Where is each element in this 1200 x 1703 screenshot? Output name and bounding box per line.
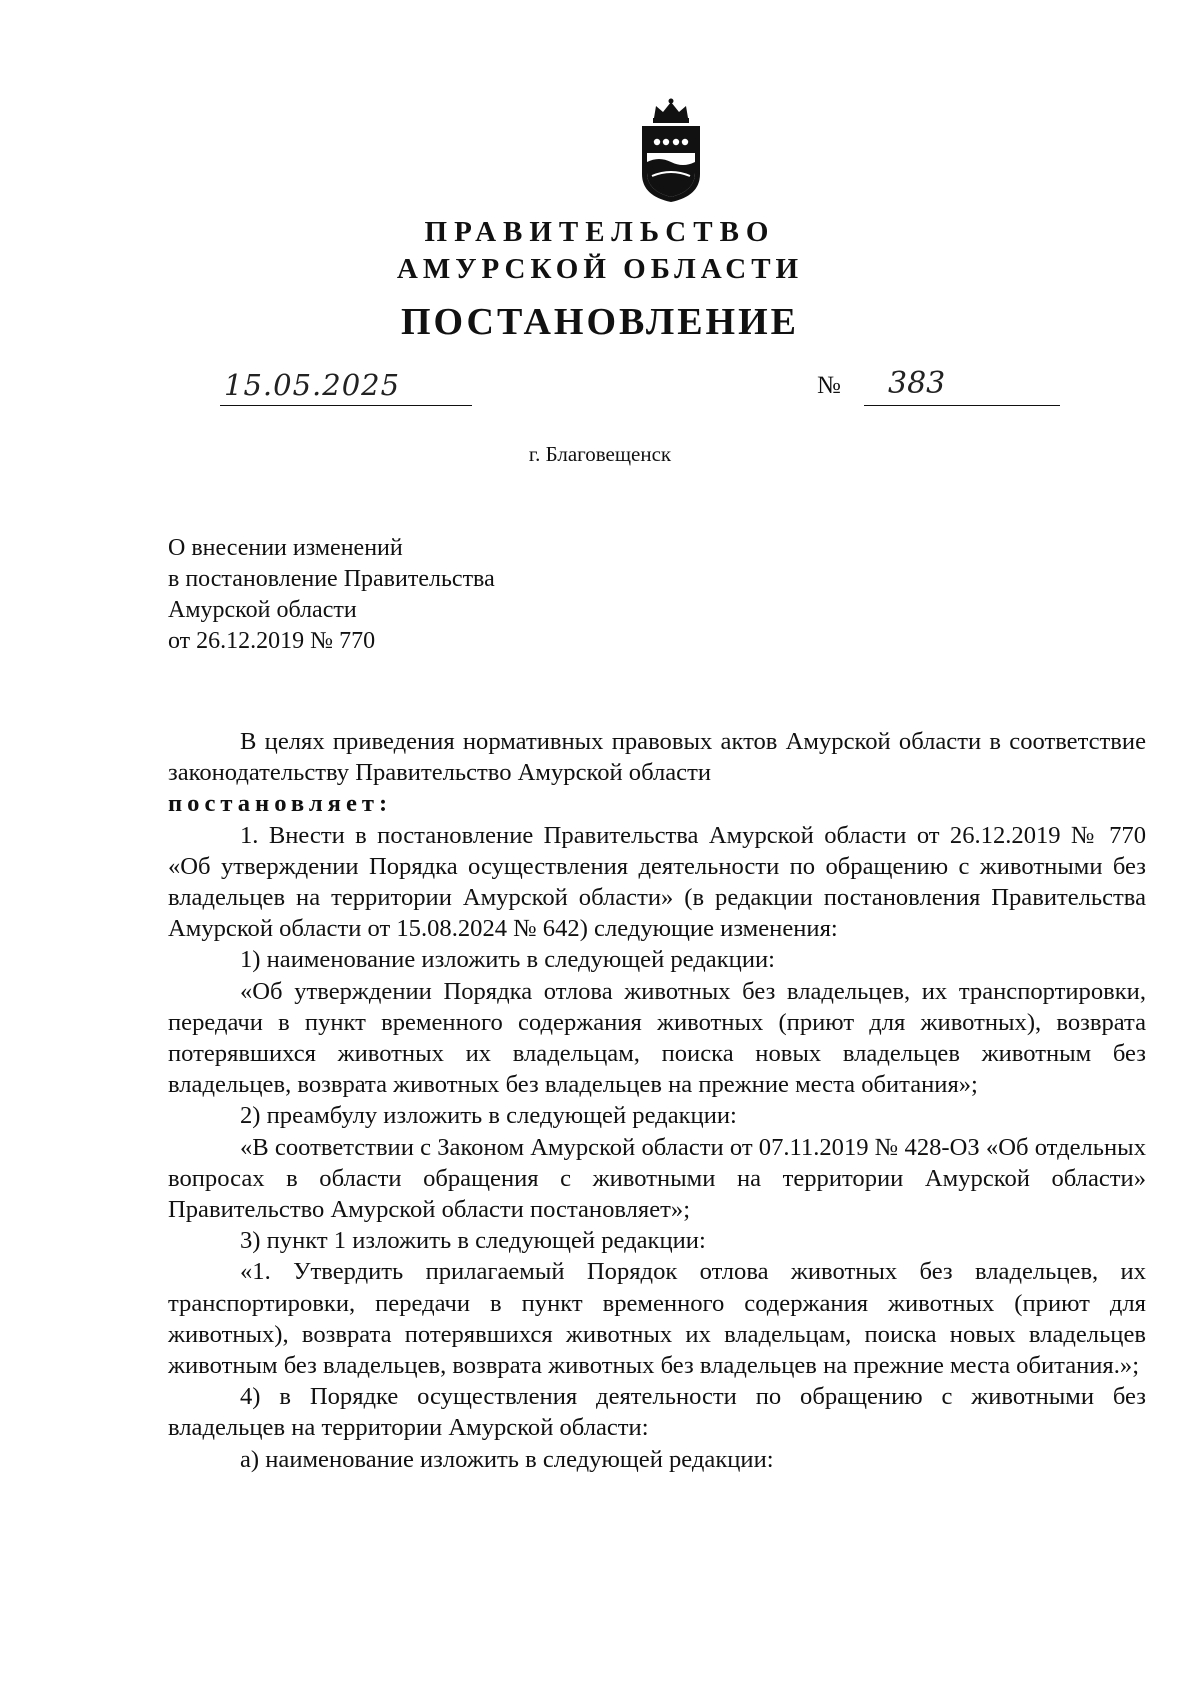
body-paragraph: «1. Утвердить прилагаемый Порядок отлова животных без владельцев, их транспортировки, передачи в пункт временного содержания животных (приют для животных), возврата потерявшихся животных их владельцам, поиска новых владельцев животным без владельцев, возврата животных без владельцев на прежние места обитания.»; — [168, 1258, 1146, 1380]
body-paragraph: «В соответствии с Законом Амурской области от 07.11.2019 № 428-ОЗ «Об отдельных вопросах в области обращения с животными на территории Амурской области» Правительство Амурской области постановляет»; — [168, 1133, 1146, 1224]
date-underline — [220, 405, 472, 406]
handwritten-date: 15.05.2025 — [224, 368, 401, 402]
body-paragraph: 1. Внести в постановление Правительства Амурской области от 26.12.2019 № 770 «Об утверждении Порядка осуществления деятельности по обращению с животными без владельцев на территории Амурской области» (в редакции постановления Правительства Амурской области от 15.08.2024 № 642) следующие изменения: — [168, 821, 1146, 943]
document-subject — [168, 533, 495, 657]
body-paragraph: 2) преамбулу изложить в следующей редакции: — [240, 1102, 737, 1130]
body-paragraph: 4) в Порядке осуществления деятельности по обращению с животными без владельцев на территории Амурской области: — [168, 1383, 1146, 1442]
body-paragraph: «Об утверждении Порядка отлова животных без владельцев, их транспортировки, передачи в пункт временного содержания животных (приют для животных), возврата потерявшихся животных их владельцам, поиска новых владельцев животным без владельцев, возврата животных без владельцев на прежние места обитания»; — [168, 977, 1146, 1099]
preamble-paragraph: В целях приведения нормативных правовых актов Амурской области в соответствие законодательству Правительство Амурской области — [168, 728, 1146, 787]
number-sign: № — [817, 372, 841, 399]
coat-of-arms-emblem — [632, 96, 710, 204]
city-name: г. Благовещенск — [528, 442, 672, 466]
subject-line: в постановление Правительства — [168, 566, 495, 592]
decree-word: постановляет: — [168, 790, 393, 818]
body-paragraph: а) наименование изложить в следующей редакции: — [240, 1445, 774, 1473]
number-underline — [864, 405, 1060, 406]
org-name-line2: АМУРСКОЙ ОБЛАСТИ — [396, 253, 804, 285]
subject-line: Амурской области — [168, 597, 357, 623]
body-paragraph: 1) наименование изложить в следующей редакции: — [240, 946, 775, 974]
handwritten-number: 383 — [888, 366, 946, 401]
org-name-line1: ПРАВИТЕЛЬСТВО — [424, 216, 776, 248]
document-type-title: ПОСТАНОВЛЕНИЕ — [400, 301, 800, 343]
body-paragraph: 3) пункт 1 изложить в следующей редакции: — [240, 1227, 706, 1255]
subject-line: О внесении изменений — [168, 535, 403, 561]
document-body — [168, 726, 1146, 1475]
subject-line: от 26.12.2019 № 770 — [168, 628, 376, 654]
